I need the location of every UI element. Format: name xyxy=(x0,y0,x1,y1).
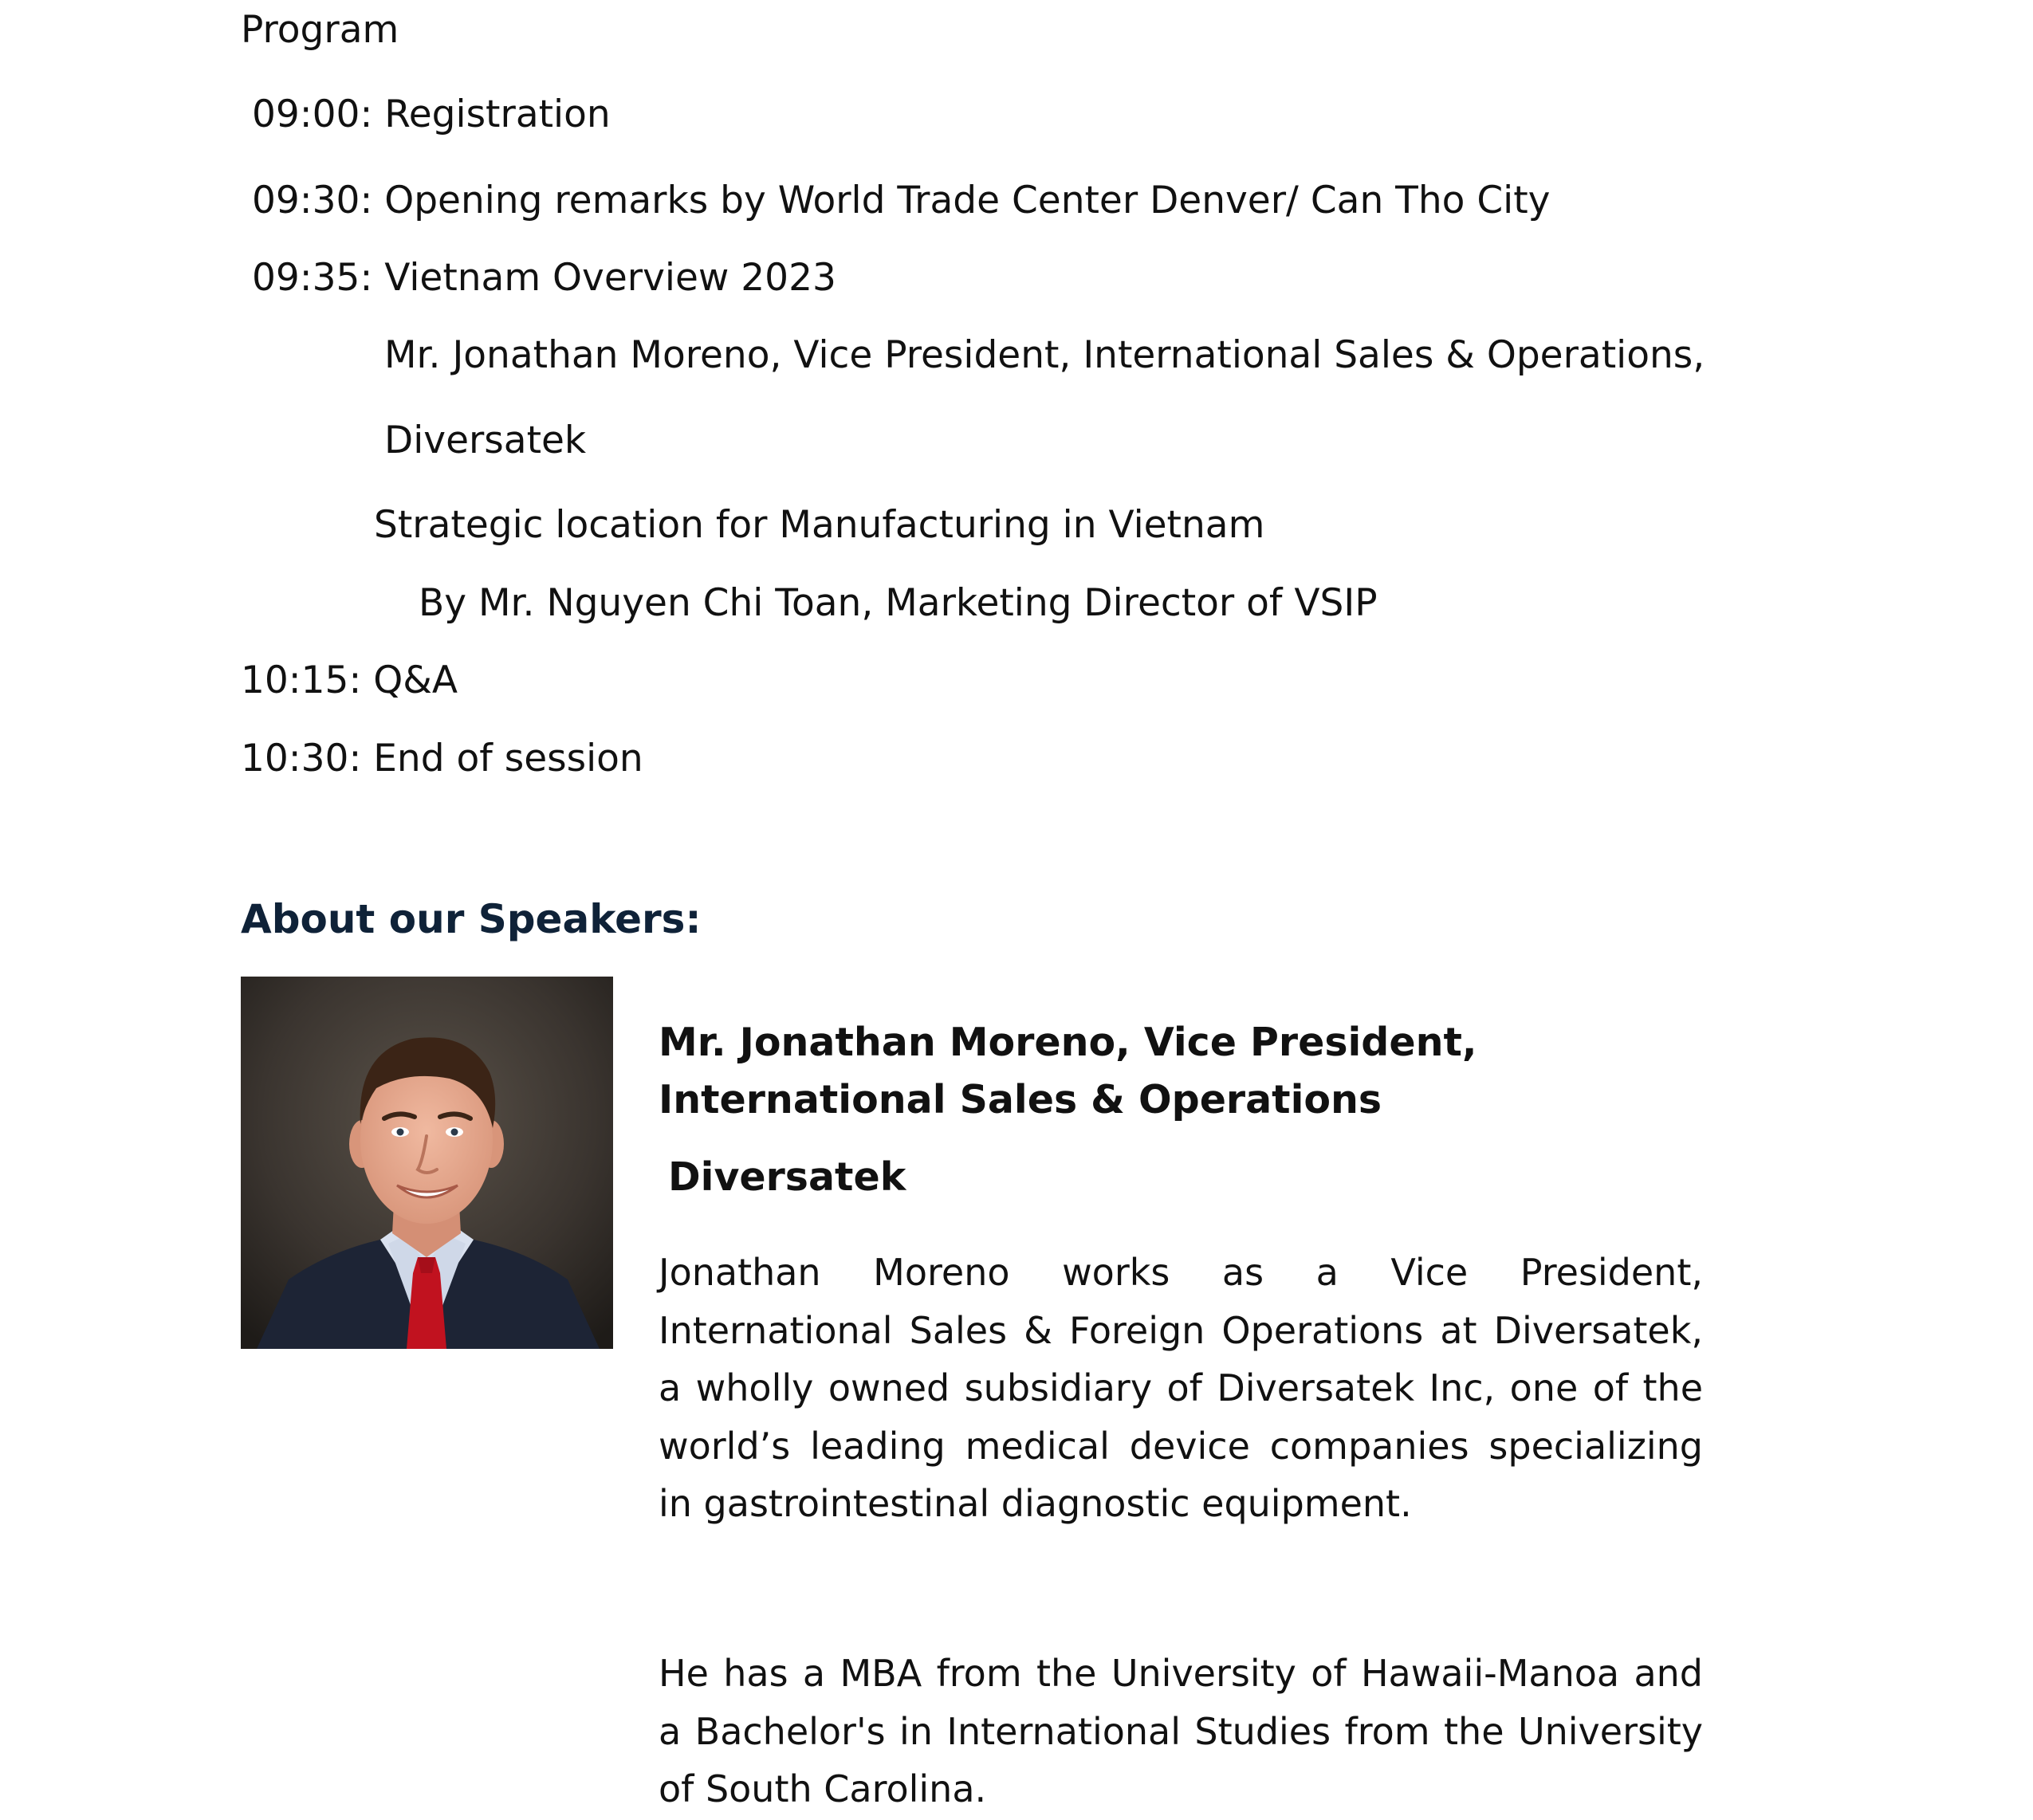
program-line-strategic-location: Strategic location for Manufacturing in Vietnam xyxy=(374,503,1265,547)
program-line-opening-remarks: 09:30: Opening remarks by World Trade Center Denver/ Can Tho City xyxy=(252,179,1551,222)
speaker-company: Diversatek xyxy=(668,1154,906,1200)
program-line-end-session: 10:30: End of session xyxy=(241,737,643,780)
program-line-registration: 09:00: Registration xyxy=(252,92,611,136)
program-line-speaker-moreno: Mr. Jonathan Moreno, Vice President, International Sales & Operations, xyxy=(384,333,1705,377)
program-line-speaker-nguyen: By Mr. Nguyen Chi Toan, Marketing Director of VSIP xyxy=(419,581,1378,625)
speaker-name: Mr. Jonathan Moreno, Vice President, International Sales & Operations xyxy=(659,1020,1477,1122)
program-heading: Program xyxy=(241,8,399,52)
speakers-heading: About our Speakers: xyxy=(241,896,702,942)
speaker-photo xyxy=(241,977,613,1349)
program-line-qa: 10:15: Q&A xyxy=(241,658,458,702)
program-line-diversatek: Diversatek xyxy=(384,419,587,462)
program-line-vietnam-overview: 09:35: Vietnam Overview 2023 xyxy=(252,256,836,300)
speaker-education-paragraph: He has a MBA from the University of Hawaii-Manoa and a Bachelor's in International Studies from the University of South Carolina. xyxy=(659,1652,1703,1810)
speaker-bio-paragraph: Jonathan Moreno works as a Vice President, International Sales & Foreign Operations at Diversatek, a wholly owned subsidiary of Diversatek Inc, one of the world’s leading medical device companies specializing in gastrointestinal diagnostic equipment. xyxy=(659,1251,1703,1525)
